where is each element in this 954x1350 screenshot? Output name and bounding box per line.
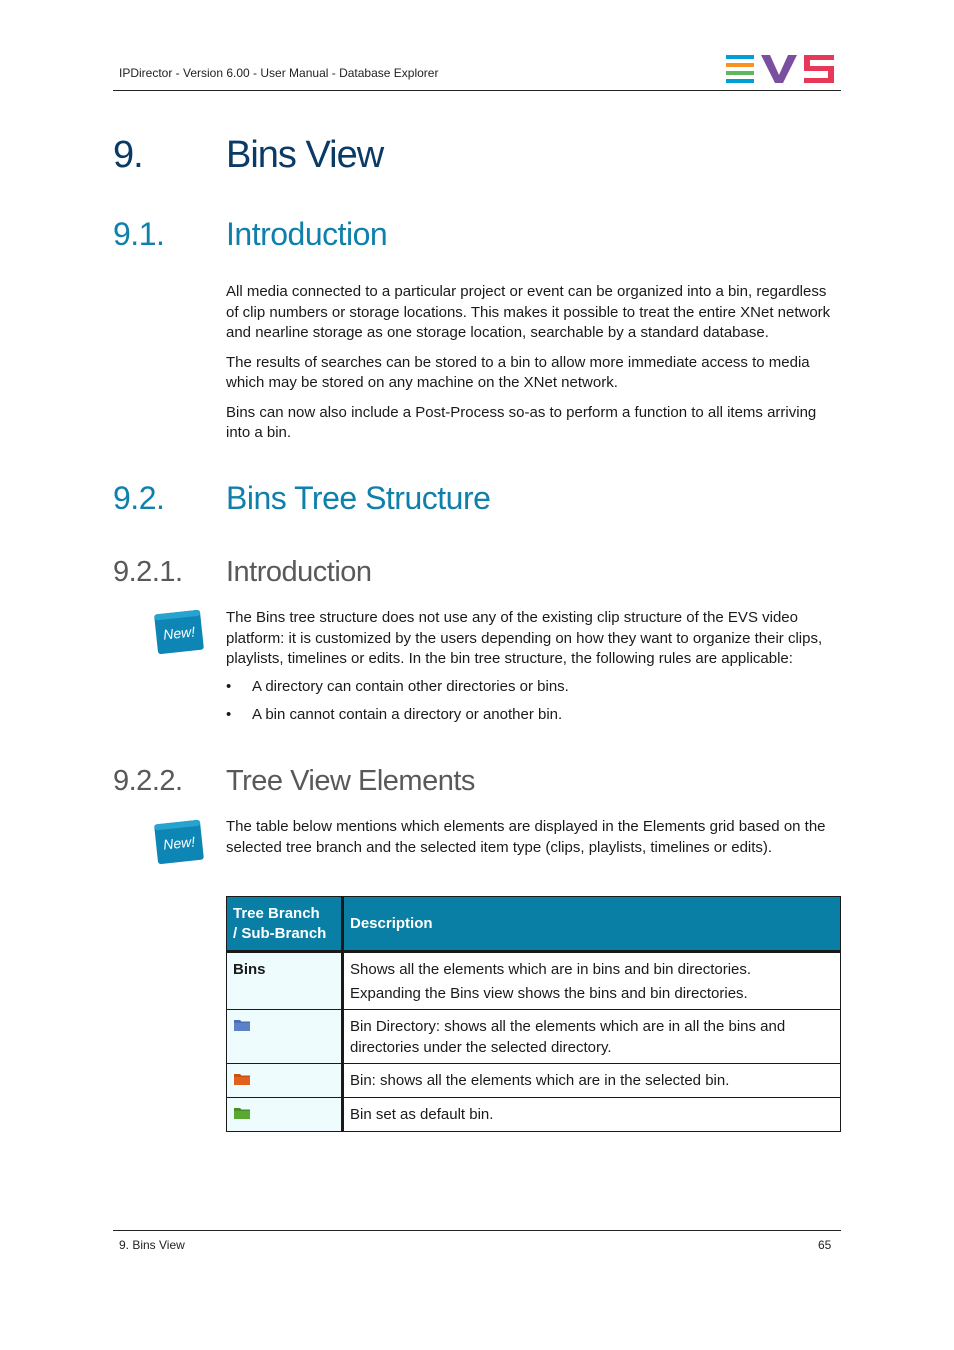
- table-row: [227, 1010, 841, 1064]
- new-badge-icon: [152, 606, 206, 658]
- chapter-number: 9.: [113, 134, 143, 176]
- subsection-elements-body: The table below mentions which elements are displayed in the Elements grid based on the selected tree branch and the selected item type (clips, playlists, timelines or edits).: [226, 818, 826, 856]
- header-title: IPDirector - Version 6.00 - User Manual - Database Explorer: [119, 66, 439, 80]
- column-header-branch: Tree Branch / Sub-Branch: [227, 897, 343, 952]
- table-row: [227, 1098, 841, 1132]
- evs-logo: [726, 55, 834, 83]
- subsection-intro-body: The Bins tree structure does not use any of the existing clip structure of the EVS video platform: it is customized by the users depending on how they want to organize their clips, playlists, timelines or edits. In the bin tree structure, the following rules are applicable:: [226, 609, 823, 667]
- logo-e: [726, 55, 754, 83]
- section-tree-number: 9.2.: [113, 480, 165, 516]
- table-row: [227, 1064, 841, 1098]
- list-item: • A bin cannot contain a directory or another bin.: [226, 706, 563, 723]
- logo-s: [804, 55, 834, 83]
- svg-text:New!: New!: [162, 833, 196, 853]
- paragraph: All media connected to a particular project or event can be organized into a bin, regardless of clip numbers or storage locations. This makes it possible to treat the entire XNet network and nearline storage as one storage location, searchable by a standard database.: [226, 283, 831, 341]
- subsection-elements-title: Tree View Elements: [226, 765, 475, 797]
- section-intro-number: 9.1.: [113, 216, 165, 252]
- paragraph: The results of searches can be stored to a bin to allow more immediate access to media which may be stored on any machine on the XNet network.: [226, 353, 810, 391]
- branch-cell: [227, 1010, 343, 1064]
- subsection-intro-title: Introduction: [226, 556, 372, 588]
- column-header-description: Description: [343, 897, 841, 952]
- branch-cell: [227, 1064, 343, 1098]
- subsection-elements-number: 9.2.2.: [113, 765, 183, 797]
- folder-orange-icon: [233, 1072, 251, 1086]
- folder-green-icon: [233, 1106, 251, 1120]
- chapter-title: Bins View: [226, 134, 384, 176]
- new-badge-icon: [152, 816, 206, 868]
- footer-rule: [113, 1230, 841, 1231]
- section-intro-title: Introduction: [226, 216, 388, 252]
- elements-table: [226, 896, 841, 1132]
- list-item: • A directory can contain other directories or bins.: [226, 678, 569, 695]
- page-number: 65: [818, 1238, 832, 1252]
- branch-cell: Bins: [227, 952, 343, 1010]
- folder-blue-icon: [233, 1018, 251, 1032]
- subsection-intro-number: 9.2.1.: [113, 556, 183, 588]
- footer-chapter: 9. Bins View: [119, 1238, 185, 1252]
- paragraph: Bins can now also include a Post-Process so-as to perform a function to all items arriving into a bin.: [226, 403, 817, 441]
- branch-cell: [227, 1098, 343, 1132]
- description-cell: Bin Directory: shows all the elements which are in all the bins and directories under the selected directory.: [343, 1010, 841, 1064]
- table-header-row: [227, 897, 841, 952]
- table-row: [227, 952, 841, 1010]
- header-rule: [113, 90, 841, 91]
- section-intro-body: [226, 282, 842, 453]
- logo-v: [761, 55, 797, 83]
- description-cell: Bin: shows all the elements which are in the selected bin.: [343, 1064, 841, 1098]
- description-cell: Bin set as default bin.: [343, 1098, 841, 1132]
- svg-text:New!: New!: [162, 623, 196, 643]
- section-tree-title: Bins Tree Structure: [226, 480, 491, 516]
- description-cell: Shows all the elements which are in bins and bin directories. Expanding the Bins view shows the bins and bin directories.: [343, 952, 841, 1010]
